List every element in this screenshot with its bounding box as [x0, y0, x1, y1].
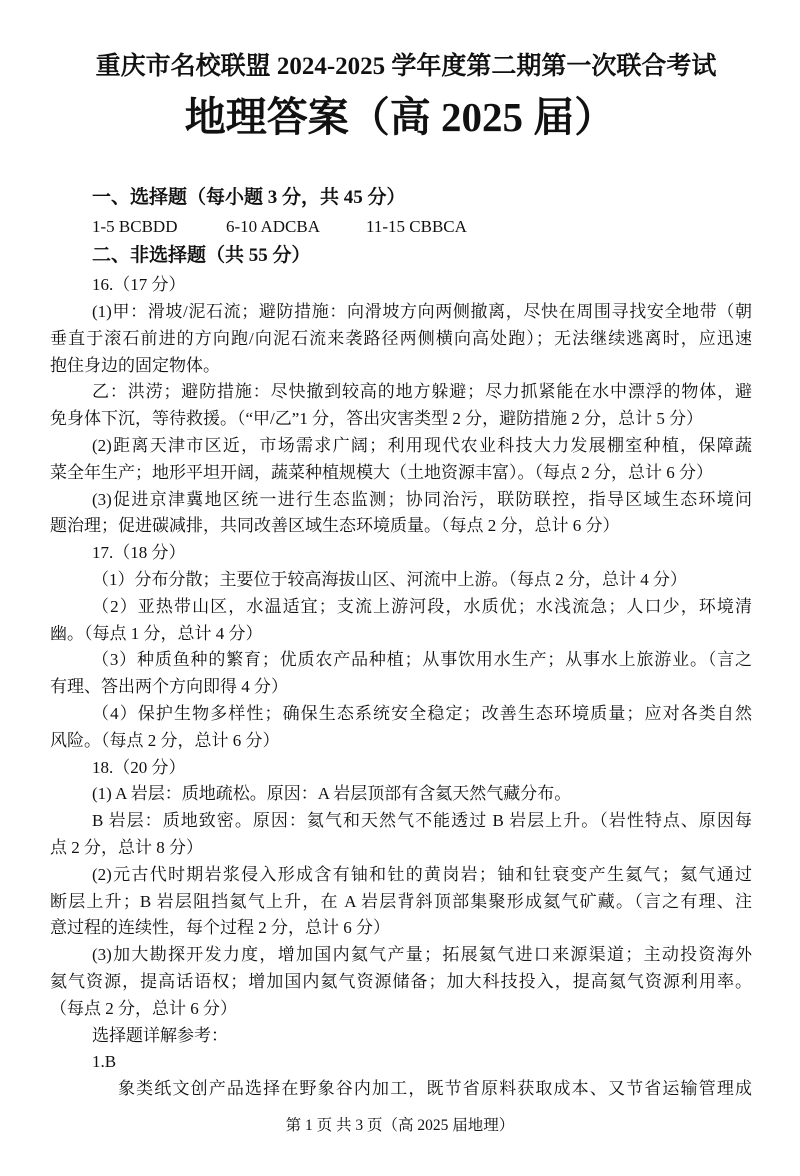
answer-line: (2)距离天津市区近，市场需求广阔；利用现代农业科技大力发展棚室种植，保障蔬: [92, 435, 752, 455]
answer-body: [50, 183, 752, 1103]
answers-1-5: 1-5 BCBDD: [92, 217, 178, 236]
answer-line: (1) A 岩层：质地疏松。原因：A 岩层顶部有含氦天然气藏分布。: [92, 784, 572, 804]
answers-6-10: 6-10 ADCBA: [226, 217, 320, 236]
answer-line: （2）亚热带山区，水温适宜；支流上游河段，水质优；水浅流急；人口少，环境清: [92, 596, 752, 616]
part1-heading: 一、选择题（每小题 3 分，共 45 分）: [92, 187, 406, 208]
answer-line: 抱住身边的固定物体。: [50, 355, 220, 375]
q17-label: 17.（18 分）: [92, 543, 186, 563]
answer-line: 风险。（每点 2 分，总计 6 分）: [50, 730, 280, 750]
answer-line: （4）保护生物多样性；确保生态系统安全稳定；改善生态环境质量；应对各类自然: [92, 703, 752, 723]
answer-line: （每点 2 分，总计 6 分）: [50, 998, 237, 1018]
q1-label: 1.B: [92, 1052, 117, 1072]
part2-heading: 二、非选择题（共 55 分）: [92, 245, 311, 266]
answer-line: (3)加大勘探开发力度，增加国内氦气产量；拓展氦气进口来源渠道；主动投资海外: [92, 945, 752, 965]
explanations: [50, 1023, 752, 1103]
q16-label: 16.（17 分）: [92, 275, 186, 294]
choice-answers: [50, 212, 752, 241]
answer-line: （1）分布分散；主要位于较高海拔山区、河流中上游。（每点 2 分，总计 4 分）: [92, 569, 687, 589]
q16-answers: [50, 299, 752, 540]
answer-line: (2)元古代时期岩浆侵入形成含有铀和钍的黄岗岩；铀和钍衰变产生氦气；氦气通过: [92, 864, 752, 884]
answer-line: 垂直于滚石前进的方向跑/向泥石流来袭路径两侧横向高处跑）；无法继续逃离时，应迅速: [50, 328, 752, 348]
answer-line: 点 2 分，总计 8 分）: [50, 837, 203, 857]
answer-line: 菜全年生产；地形平坦开阔，蔬菜种植规模大（土地资源丰富）。（每点 2 分，总计 6 分）: [50, 462, 713, 482]
explanations-heading: 选择题详解参考：: [92, 1025, 228, 1045]
answer-line: (1)甲：滑坡/泥石流；避防措施：向滑坡方向两侧撤离，尽快在周围寻找安全地带（朝: [92, 302, 752, 321]
answer-line: 氦气资源，提高话语权；增加国内氦气资源储备；加大科技投入，提高氦气资源利用率。: [50, 971, 752, 991]
answer-line: 乙：洪涝；避防措施：尽快撤到较高的地方躲避；尽力抓紧能在水中漂浮的物体，避: [92, 382, 752, 402]
answer-line: 有理、答出两个方向即得 4 分）: [50, 677, 288, 697]
exam-title: 重庆市名校联盟 2024-2025 学年度第二期第一次联合考试: [95, 53, 717, 80]
q18-answers: [50, 755, 752, 1023]
answer-line: 免身体下沉，等待救援。（“甲/乙”1 分，答出灾害类型 2 分，避防措施 2 分，总计 5 分）: [50, 409, 704, 429]
answer-line: B 岩层：质地致密。原因：氦气和天然气不能透过 B 岩层上升。（岩性特点、原因每: [92, 811, 752, 831]
answer-line: (3)促进京津冀地区统一进行生态监测；协同治污，联防联控，指导区域生态环境问: [92, 489, 752, 509]
answer-line: 题治理；促进碳减排，共同改善区域生态环境质量。（每点 2 分，总计 6 分）: [50, 516, 620, 536]
page-footer: 第 1 页 共 3 页（高 2025 届地理）: [285, 1117, 515, 1134]
answer-line: 断层上升；B 岩层阻挡氦气上升，在 A 岩层背斜顶部集聚形成氦气矿藏。（言之有理、注: [50, 891, 752, 911]
answer-title: 地理答案（高 2025 届）: [184, 94, 616, 140]
q17-answers: [50, 540, 752, 754]
answers-11-15: 11-15 CBBCA: [366, 217, 467, 236]
explanation-line: 象类纸文创产品选择在野象谷内加工，既节省原料获取成本、又节省运输管理成: [118, 1079, 752, 1099]
answer-line: 幽。（每点 1 分，总计 4 分）: [50, 623, 263, 643]
answer-line: （3）种质鱼种的繁育；优质农产品种植；从事饮用水生产；从事水上旅游业。（言之: [92, 650, 752, 670]
q18-label: 18.（20 分）: [92, 757, 186, 777]
answer-line: 意过程的连续性，每个过程 2 分，总计 6 分）: [50, 918, 390, 938]
